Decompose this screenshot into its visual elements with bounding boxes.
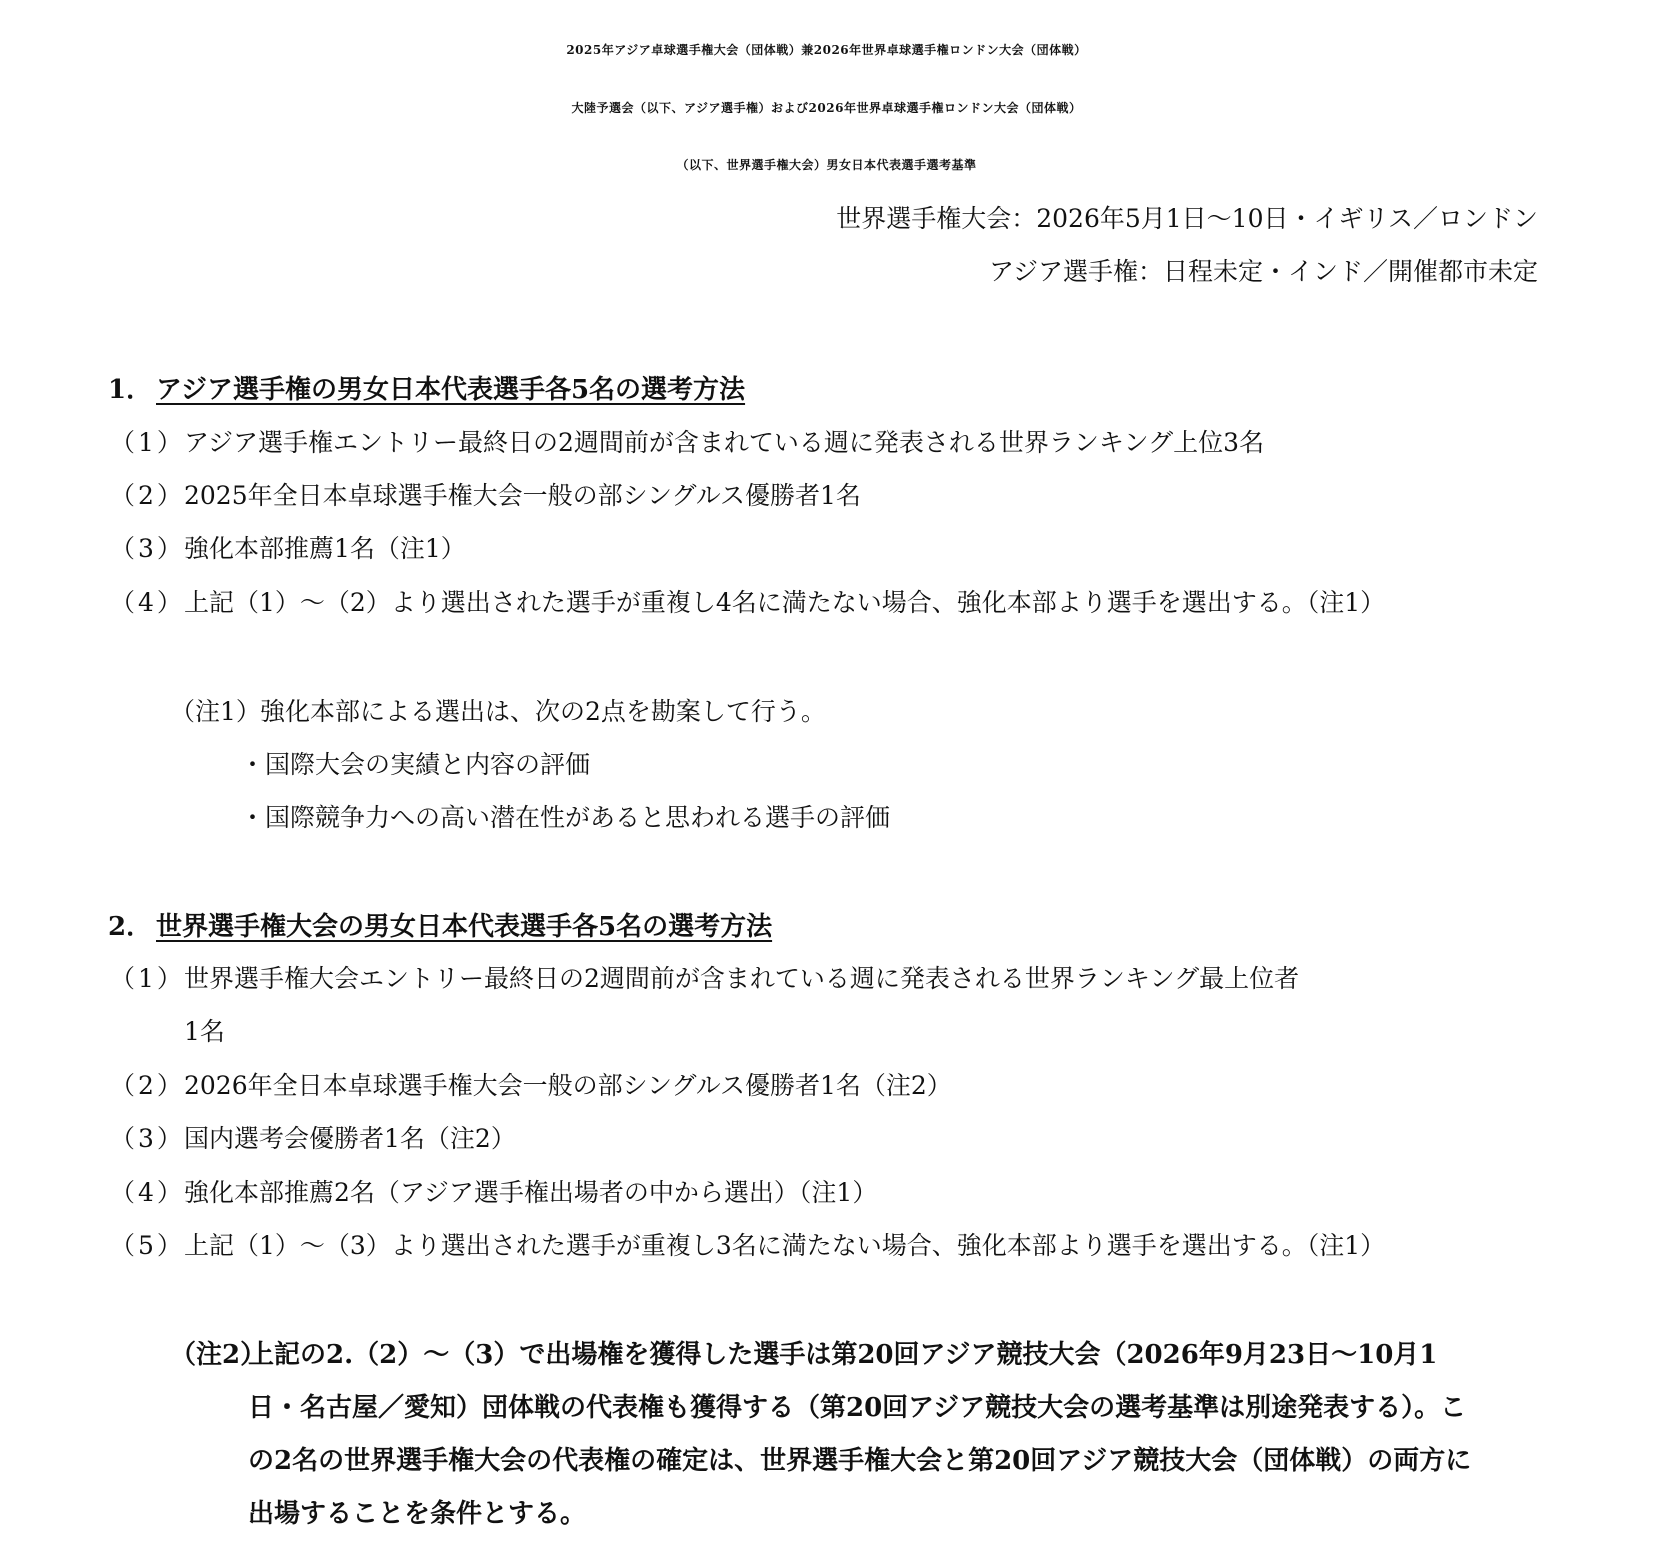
document-title-line-2: 大陸予選会（以下、アジア選手権）および2026年世界卓球選手権ロンドン大会（団体戦）: [571, 101, 1082, 115]
note-2-line-4: 出場することを条件とする。: [248, 1499, 587, 1529]
note-1-label: （注1）: [170, 697, 261, 726]
section-1-item-1: [110, 424, 1264, 462]
item-label: （2）: [110, 481, 185, 510]
item-text: 強化本部推薦2名（アジア選手権出場者の中から選出）（注1）: [184, 1178, 878, 1207]
item-label: （5）: [110, 1231, 185, 1260]
document-title-line-1: 2025年アジア卓球選手権大会（団体戦）兼2026年世界卓球選手権ロンドン大会（団体戦）: [566, 43, 1087, 57]
item-label: （1）: [110, 428, 185, 457]
section-1-item-3: [110, 530, 466, 568]
section-1-item-4: [110, 584, 1385, 622]
section-2-item-1: [110, 960, 1299, 998]
note-2-label: （注2）: [170, 1340, 267, 1370]
item-text: 世界選手権大会エントリー最終日の2週間前が含まれている週に発表される世界ランキング最上位者: [184, 964, 1300, 993]
note-1-text: 強化本部による選出は、次の2点を勘案して行う。: [260, 697, 826, 726]
section-1-heading: [108, 370, 745, 410]
item-label: （3）: [110, 1124, 185, 1153]
section-2-number: 2．: [108, 912, 153, 942]
section-2-item-5: [110, 1227, 1385, 1265]
item-label: （1）: [110, 964, 185, 993]
item-text: 国内選考会優勝者1名（注2）: [184, 1124, 516, 1153]
section-2-item-1-continuation: 1名: [184, 1017, 225, 1046]
note-1: [170, 693, 826, 731]
section-2-heading-text: 世界選手権大会の男女日本代表選手各5名の選考方法: [156, 912, 773, 942]
note-1-bullet-1: ・国際大会の実績と内容の評価: [240, 750, 591, 779]
item-text: 上記（1）～（3）より選出された選手が重複し3名に満たない場合、強化本部より選手を選出する。（注1）: [184, 1231, 1386, 1260]
item-label: （3）: [110, 534, 185, 563]
item-text: 上記（1）～（2）より選出された選手が重複し4名に満たない場合、強化本部より選手を選出する。（注1）: [184, 588, 1386, 617]
item-label: （4）: [110, 1178, 185, 1207]
item-text: 強化本部推薦1名（注1）: [184, 534, 466, 563]
section-1-item-2: [110, 477, 861, 515]
world-championship-info: 世界選手権大会：2026年5月1日～10日・イギリス／ロンドン: [836, 204, 1538, 233]
item-label: （2）: [110, 1071, 185, 1100]
note-2-text: 上記の2.（2）～（3）で出場権を獲得した選手は第20回アジア競技大会（2026年9月23日～10月1: [248, 1340, 1438, 1370]
note-2-line-3: の2名の世界選手権大会の代表権の確定は、世界選手権大会と第20回アジア競技大会（団体戦）の両方に: [248, 1446, 1472, 1476]
document-title-line-3: （以下、世界選手権大会）男女日本代表選手選考基準: [676, 158, 977, 172]
asia-championship-info: アジア選手権：日程未定・インド／開催都市未定: [988, 257, 1538, 286]
note-2-line-2: 日・名古屋／愛知）団体戦の代表権も獲得する（第20回アジア競技大会の選考基準は別途発表する）。こ: [248, 1393, 1467, 1423]
section-1-number: 1．: [108, 375, 153, 405]
item-text: 2026年全日本卓球選手権大会一般の部シングルス優勝者1名（注2）: [184, 1071, 952, 1100]
section-2-item-3: [110, 1120, 516, 1158]
item-text: アジア選手権エントリー最終日の2週間前が含まれている週に発表される世界ランキング上位3名: [184, 428, 1265, 457]
item-text: 2025年全日本卓球選手権大会一般の部シングルス優勝者1名: [184, 481, 861, 510]
note-1-bullet-2: ・国際競争力への高い潜在性があると思われる選手の評価: [240, 803, 891, 832]
note-2-line-1: [170, 1336, 1437, 1374]
section-2-item-4: [110, 1174, 877, 1212]
item-label: （4）: [110, 588, 185, 617]
section-2-heading: [108, 907, 772, 947]
section-2-item-2: [110, 1067, 952, 1105]
section-1-heading-text: アジア選手権の男女日本代表選手各5名の選考方法: [156, 375, 746, 405]
